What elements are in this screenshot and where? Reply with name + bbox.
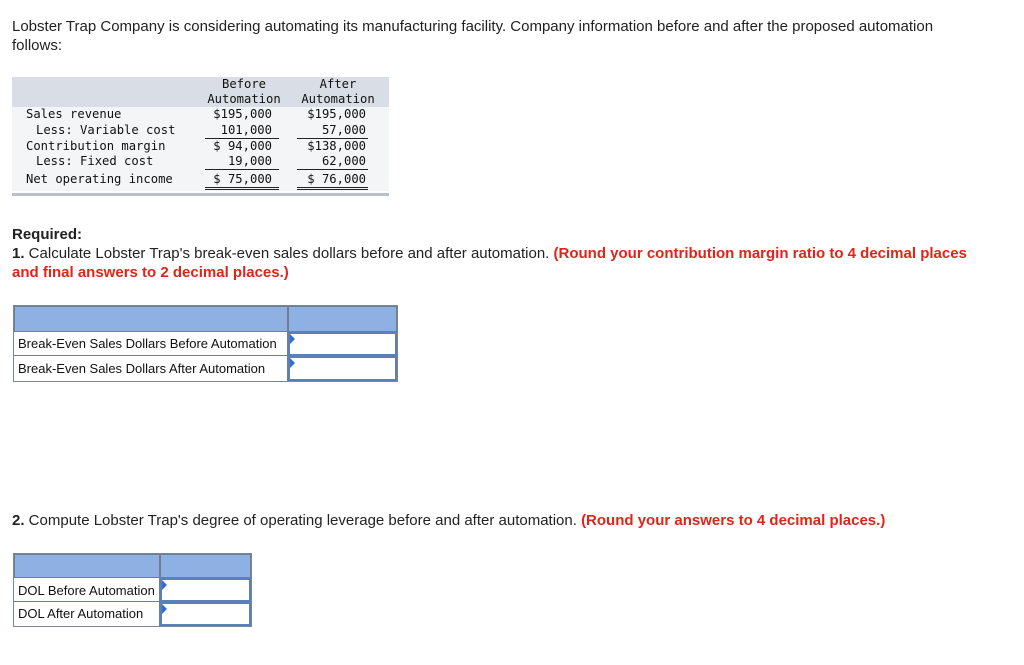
underline	[205, 169, 279, 170]
question-1	[12, 244, 972, 282]
double-underline	[205, 189, 279, 190]
question-1-rounding-note: (Round your contribution margin ratio to 4 decimal places and final answers to 2 decimal places.)	[12, 245, 967, 281]
input-marker-icon	[162, 580, 167, 590]
underline	[297, 169, 368, 170]
row-label-fixed-cost: Less: Fixed cost	[36, 154, 154, 168]
input-marker-icon	[290, 358, 295, 368]
contribution-margin-after: $138,000	[307, 139, 366, 153]
break-even-before-input[interactable]	[288, 332, 397, 356]
question-1-text: Calculate Lobster Trap's break-even sales dollars before and after automation.	[24, 245, 554, 262]
break-even-after-input[interactable]	[288, 356, 397, 381]
row-label-dol-before: DOL Before Automation	[14, 578, 160, 602]
row-label-break-even-after: Break-Even Sales Dollars After Automation	[14, 356, 288, 381]
question-2-rounding-note: (Round your answers to 4 decimal places.)	[581, 512, 886, 529]
grid-header-cell	[14, 306, 288, 332]
fixed-cost-before: 19,000	[227, 154, 272, 168]
dol-before-input[interactable]	[160, 578, 251, 602]
input-marker-icon	[290, 334, 295, 344]
financial-table	[12, 77, 389, 204]
row-label-variable-cost: Less: Variable cost	[36, 123, 176, 137]
contribution-margin-before: $ 94,000	[213, 139, 272, 153]
sales-after: $195,000	[307, 107, 366, 121]
problem-intro: Lobster Trap Company is considering automating its manufacturing facility. Company information before and after the proposed automation follows:	[12, 18, 934, 54]
grid-header-cell	[288, 306, 397, 332]
break-even-answer-grid	[13, 305, 398, 382]
row-label-net-operating-income: Net operating income	[26, 172, 173, 186]
row-label-contribution-margin: Contribution margin	[26, 139, 166, 153]
fixed-cost-after: 62,000	[321, 154, 366, 168]
input-marker-icon	[162, 604, 167, 614]
sales-before: $195,000	[213, 107, 272, 121]
header-before-line2: Automation	[207, 92, 281, 106]
double-underline	[205, 187, 279, 188]
header-before-line1: Before	[221, 77, 267, 91]
grid-header-cell	[160, 554, 251, 578]
row-label-sales-revenue: Sales revenue	[26, 107, 122, 121]
net-income-after: $ 76,000	[307, 172, 366, 186]
double-underline	[297, 189, 368, 190]
question-2-number: 2.	[12, 512, 25, 529]
header-after-line1: After	[319, 77, 357, 91]
question-2	[12, 511, 1012, 530]
required-section	[12, 225, 972, 282]
variable-cost-after: 57,000	[321, 123, 366, 137]
dol-after-input[interactable]	[160, 602, 251, 626]
variable-cost-before: 101,000	[220, 123, 272, 137]
row-label-break-even-before: Break-Even Sales Dollars Before Automation	[14, 332, 288, 356]
header-after-line2: Automation	[301, 92, 375, 106]
required-heading: Required:	[12, 226, 83, 243]
dol-answer-grid	[13, 553, 252, 627]
grid-header-cell	[14, 554, 160, 578]
double-underline	[297, 187, 368, 188]
row-label-dol-after: DOL After Automation	[14, 602, 160, 626]
question-2-text: Compute Lobster Trap's degree of operating leverage before and after automation.	[24, 512, 582, 529]
table-bottom-rule	[12, 193, 389, 196]
question-1-number: 1.	[12, 245, 25, 262]
net-income-before: $ 75,000	[213, 172, 272, 186]
